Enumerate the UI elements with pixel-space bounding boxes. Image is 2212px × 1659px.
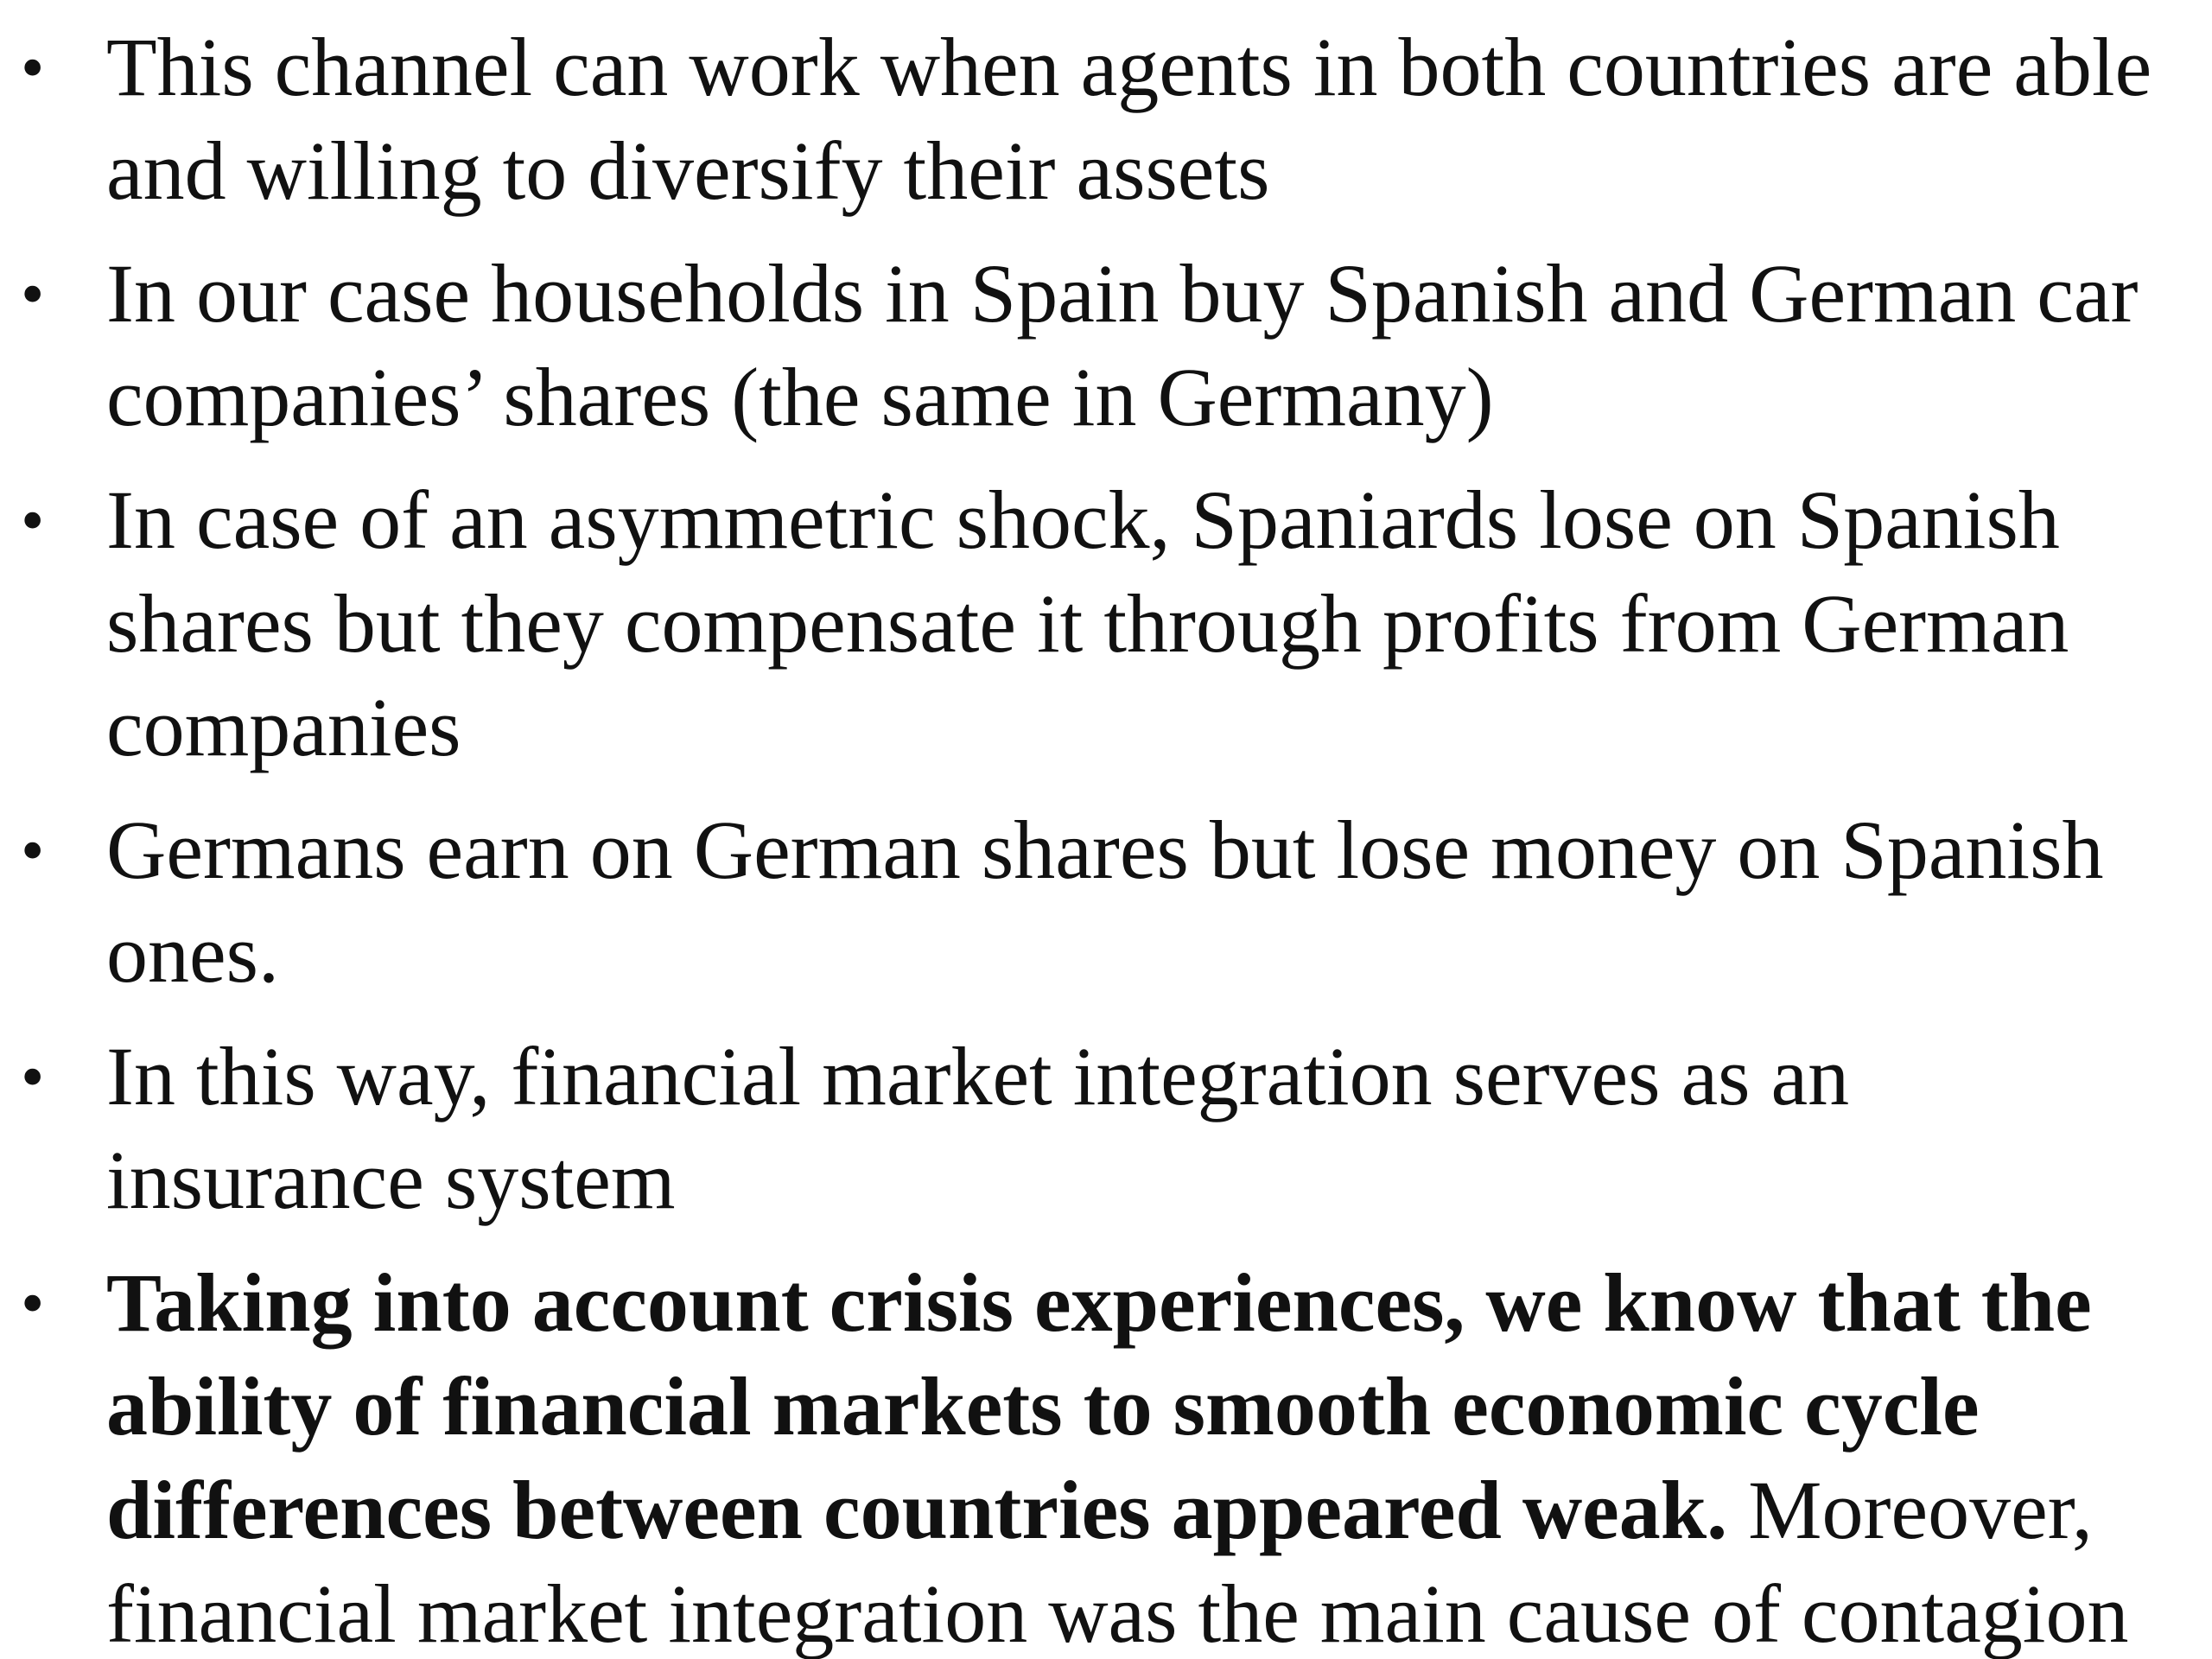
bullet-item [0, 1025, 2212, 1232]
bullet-item [0, 16, 2212, 223]
bullet-text: Moreover, financial market integration was the main cause of contagion [106, 1464, 2129, 1659]
bullet-text: In this way, financial market integration serves as an insurance system [106, 1030, 1850, 1226]
bullet-item [0, 1251, 2212, 1659]
bullet-icon: • [21, 1039, 45, 1114]
bullet-text: In our case households in Spain buy Spanish and German car companies’ shares (the same in Germany) [106, 247, 2139, 443]
bullet-bold-text: Taking into account crisis experiences, we know that the ability of financial markets to smooth economic cycle differences between countries appeared weak. [106, 1256, 2092, 1556]
bullet-list [0, 16, 2212, 1659]
bullet-icon: • [21, 812, 45, 887]
bullet-text: This channel can work when agents in both countries are able and willing to diversify their assets [106, 21, 2152, 217]
bullet-icon: • [21, 256, 45, 331]
bullet-icon: • [21, 482, 45, 557]
bullet-icon: • [21, 1265, 45, 1340]
bullet-text: Germans earn on German shares but lose money on Spanish ones. [106, 804, 2104, 1000]
bullet-item [0, 468, 2212, 779]
bullet-item [0, 798, 2212, 1006]
bullet-icon: • [21, 29, 45, 105]
bullet-item [0, 242, 2212, 449]
bullet-text: In case of an asymmetric shock, Spaniards lose on Spanish shares but they compensate it through profits from German companies [106, 474, 2069, 773]
